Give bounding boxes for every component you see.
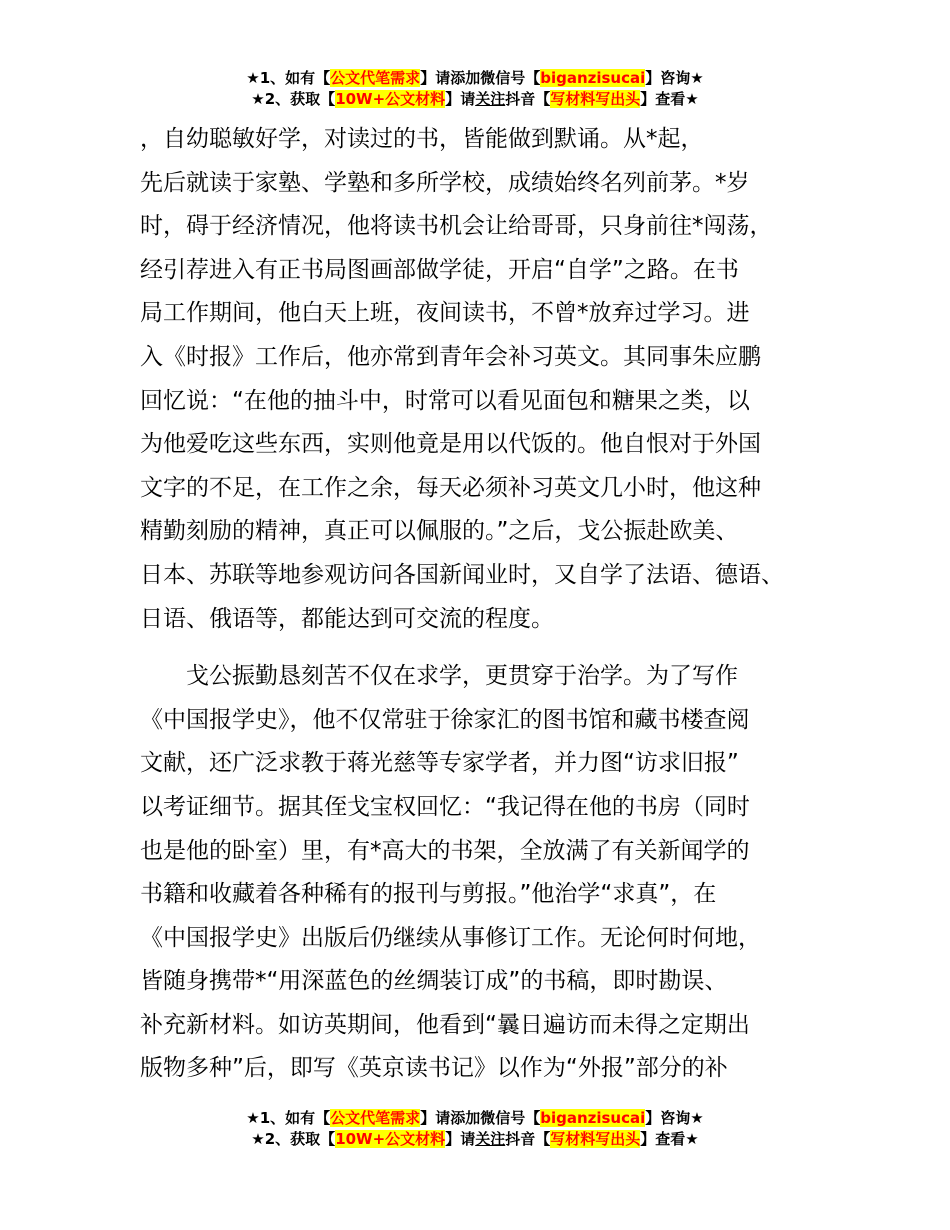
banner-text: ★2、获取【 bbox=[251, 1130, 336, 1148]
banner-text: 】咨询★ bbox=[645, 1109, 704, 1127]
banner-text: 】查看★ bbox=[640, 90, 699, 108]
banner-text: ★2、获取【 bbox=[251, 90, 336, 108]
text-line: 局工作期间，他白天上班，夜间读书，不曾*放弃过学习。进 bbox=[140, 300, 750, 327]
document-body bbox=[140, 118, 820, 1091]
highlight-text: 10W+公文材料 bbox=[335, 1130, 446, 1148]
paragraph-spacer bbox=[140, 641, 820, 655]
text-line: 经引荐进入有正书局图画部做学徒，开启“自学”之路。在书 bbox=[140, 256, 739, 283]
wechat-id: biganzisucai bbox=[540, 1109, 646, 1127]
banner-text: ★1、如有【 bbox=[246, 1109, 331, 1127]
text-line: 时，碍于经济情况，他将读书机会让给哥哥，只身前往*闯荡， bbox=[140, 213, 773, 240]
highlight-text: 公文代笔需求 bbox=[330, 1109, 421, 1127]
text-line: 戈公振勤恳刻苦不仅在求学，更贯穿于治学。为了写作 bbox=[140, 663, 738, 690]
text-line: 补充新材料。如访英期间，他看到“曩日遍访而未得之定期出 bbox=[140, 1011, 750, 1038]
paragraph-1 bbox=[140, 118, 820, 641]
highlight-text: 10W+公文材料 bbox=[335, 90, 446, 108]
text-line: 以考证细节。据其侄戈宝权回忆：“我记得在他的书房（同时 bbox=[140, 793, 750, 820]
paragraph-2 bbox=[140, 655, 820, 1091]
banner-text: 】请 bbox=[445, 1130, 476, 1148]
header-banner bbox=[0, 68, 950, 110]
text-line: 皆随身携带*“用深蓝色的丝绸装订成”的书稿，即时勘误、 bbox=[140, 968, 728, 995]
banner-text: 】咨询★ bbox=[645, 69, 704, 87]
footer-banner bbox=[0, 1108, 950, 1150]
underlined-text: 关注 bbox=[475, 90, 506, 108]
banner-line-2 bbox=[0, 1129, 950, 1150]
text-line: 书籍和收藏着各种稀有的报刊与剪报。”他治学“求真”，在 bbox=[140, 881, 717, 908]
text-line: 日语、俄语等，都能达到可交流的程度。 bbox=[140, 605, 554, 632]
text-line: 入《时报》工作后，他亦常到青年会补习英文。其同事朱应鹏 bbox=[140, 343, 761, 370]
banner-text: 抖音【 bbox=[505, 90, 551, 108]
douyin-account: 写材料写出头 bbox=[550, 90, 641, 108]
banner-line-1 bbox=[0, 1108, 950, 1129]
text-line: 《中国报学史》，他不仅常驻于徐家汇的图书馆和藏书楼查阅 bbox=[140, 706, 750, 733]
text-line: 先后就读于家塾、学塾和多所学校，成绩始终名列前茅。*岁 bbox=[140, 169, 750, 196]
banner-text: 】请 bbox=[445, 90, 476, 108]
text-line: 文献，还广泛求教于蒋光慈等专家学者，并力图“访求旧报” bbox=[140, 750, 739, 777]
text-line: ，自幼聪敏好学，对读过的书，皆能做到默诵。从*起， bbox=[140, 126, 704, 152]
text-line: 《中国报学史》出版后仍继续从事修订工作。无论何时何地， bbox=[140, 924, 761, 951]
banner-text: 】查看★ bbox=[640, 1130, 699, 1148]
text-line: 为他爱吃这些东西，实则他竟是用以代饭的。他自恨对于外国 bbox=[140, 431, 761, 458]
banner-text: ★1、如有【 bbox=[246, 69, 331, 87]
banner-line-1 bbox=[0, 68, 950, 89]
text-line: 日本、苏联等地参观访问各国新闻业时，又自学了法语、德语、 bbox=[140, 561, 784, 588]
text-line: 文字的不足，在工作之余，每天必须补习英文几小时，他这种 bbox=[140, 474, 761, 501]
highlight-text: 公文代笔需求 bbox=[330, 69, 421, 87]
banner-text: 】请添加微信号【 bbox=[420, 69, 541, 87]
wechat-id: biganzisucai bbox=[540, 69, 646, 87]
banner-text: 抖音【 bbox=[505, 1130, 551, 1148]
underlined-text: 关注 bbox=[475, 1130, 506, 1148]
text-line: 回忆说：“在他的抽斗中，时常可以看见面包和糖果之类，以 bbox=[140, 387, 750, 414]
douyin-account: 写材料写出头 bbox=[550, 1130, 641, 1148]
banner-text: 】请添加微信号【 bbox=[420, 1109, 541, 1127]
banner-line-2 bbox=[0, 89, 950, 110]
text-line: 也是他的卧室）里，有*高大的书架，全放满了有关新闻学的 bbox=[140, 837, 750, 864]
text-line: 精勤刻励的精神，真正可以佩服的。”之后，戈公振赴欧美、 bbox=[140, 518, 739, 545]
text-line: 版物多种”后，即写《英京读书记》以作为“外报”部分的补 bbox=[140, 1055, 728, 1082]
